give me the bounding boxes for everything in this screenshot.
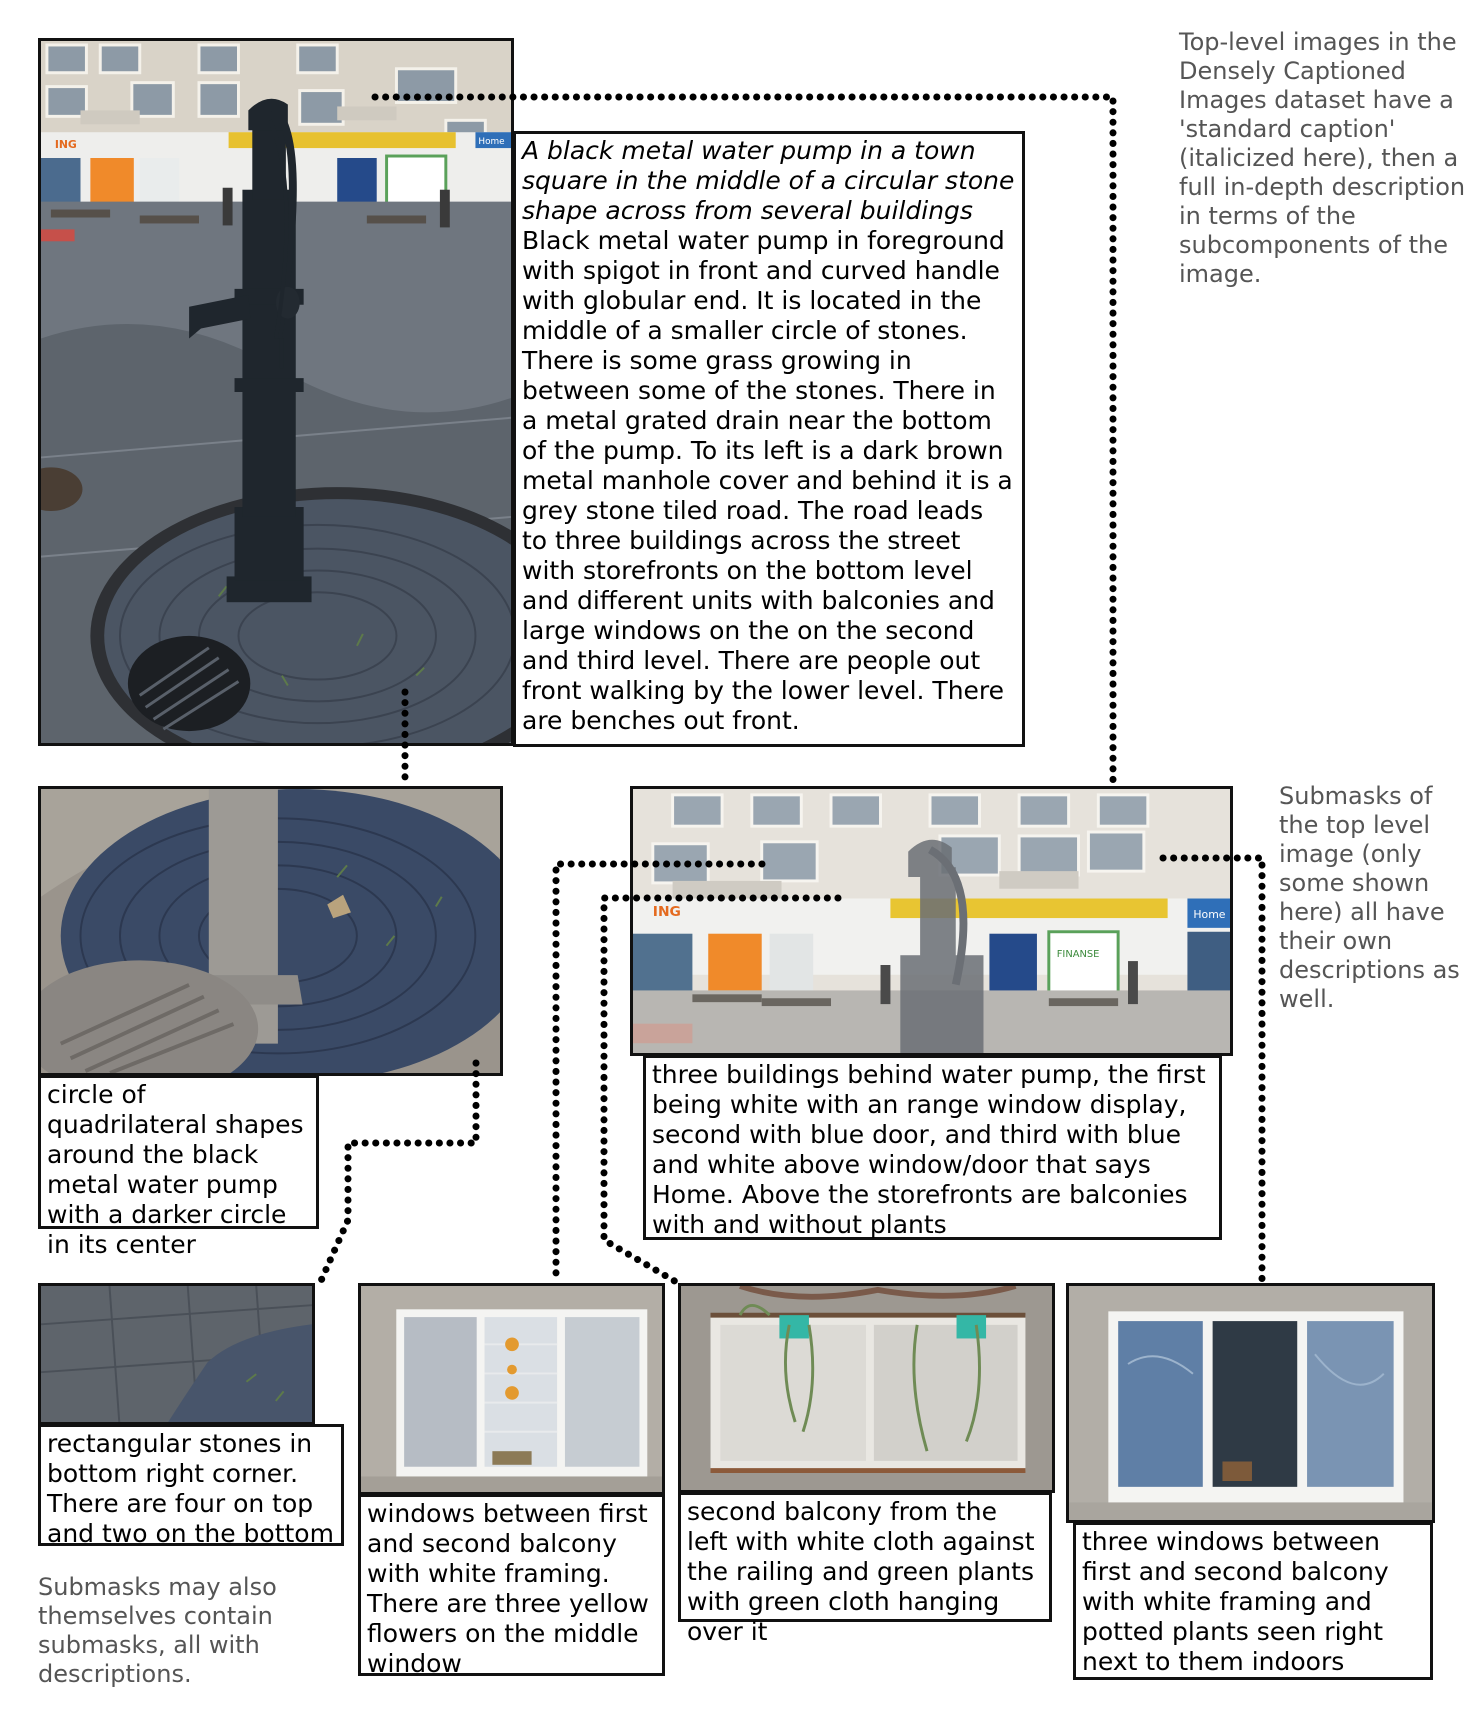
- sign-finanse-sub: FINANSE: [1056, 949, 1100, 961]
- submask-windows-flowers-caption: windows between first and second balcony with white framing. There are three yellow flowers on the middle window: [358, 1494, 665, 1676]
- submask-rect-stones-caption: rectangular stones in bottom right corner. There are four on top and two on the bottom: [38, 1424, 344, 1546]
- sign-ing-sub: ING: [652, 904, 681, 921]
- submask-buildings-caption: three buildings behind water pump, the first being white with an range window display, second with blue door, and third with blue and white above window/door that says Home. Above the storefronts are balconies with and without plants: [643, 1055, 1222, 1240]
- sign-home-sub: Home: [1193, 908, 1226, 922]
- note-nested-submasks: Submasks may also themselves contain submasks, all with descriptions.: [38, 1573, 277, 1688]
- submask-rect-stones-image: [38, 1283, 315, 1425]
- main-image: [38, 38, 514, 746]
- submask-windows-flowers-image: [358, 1283, 665, 1495]
- standard-caption: A black metal water pump in a town square in the middle of a circular stone shape across from several buildings: [522, 136, 1015, 225]
- sign-home: Home: [478, 137, 505, 148]
- submask-three-windows-image: [1066, 1283, 1435, 1523]
- main-description: Black metal water pump in foreground with spigot in front and curved handle with globular end. It is located in the middle of a smaller circle of stones. There is some grass growing in between some of the stones. There in a metal grated drain near the bottom of the pump. To its left is a dark brown metal manhole cover and behind it is a grey stone tiled road. The road leads to three buildings across the street with storefronts on the bottom level and different units with balconies and large windows on the on the second and third level. There are people out front walking by the lower level. There are benches out front.: [522, 226, 1013, 735]
- connector-stone-circle-to-rect-stones: [320, 1063, 476, 1283]
- submask-balcony-image: [678, 1283, 1055, 1493]
- submask-stone-circle-image: [38, 786, 503, 1076]
- note-top-level: Top-level images in the Densely Captioned Images dataset have a 'standard caption' (italicized here), then a full in-depth description in terms of the subcomponents of the image.: [1179, 28, 1466, 288]
- main-caption-box: [513, 131, 1025, 747]
- submask-stone-circle-caption: circle of quadrilateral shapes around the black metal water pump with a darker circle in its center: [38, 1075, 319, 1229]
- submask-balcony-caption: second balcony from the left with white cloth against the railing and green plants with green cloth hanging over it: [678, 1492, 1052, 1622]
- sign-ing: ING: [54, 138, 77, 152]
- submask-buildings-image: [630, 786, 1233, 1056]
- submask-three-windows-caption: three windows between first and second balcony with white framing and potted plants seen right next to them indoors: [1073, 1522, 1433, 1680]
- note-submasks: Submasks of the top level image (only some shown here) all have their own descriptions as well.: [1279, 782, 1460, 1013]
